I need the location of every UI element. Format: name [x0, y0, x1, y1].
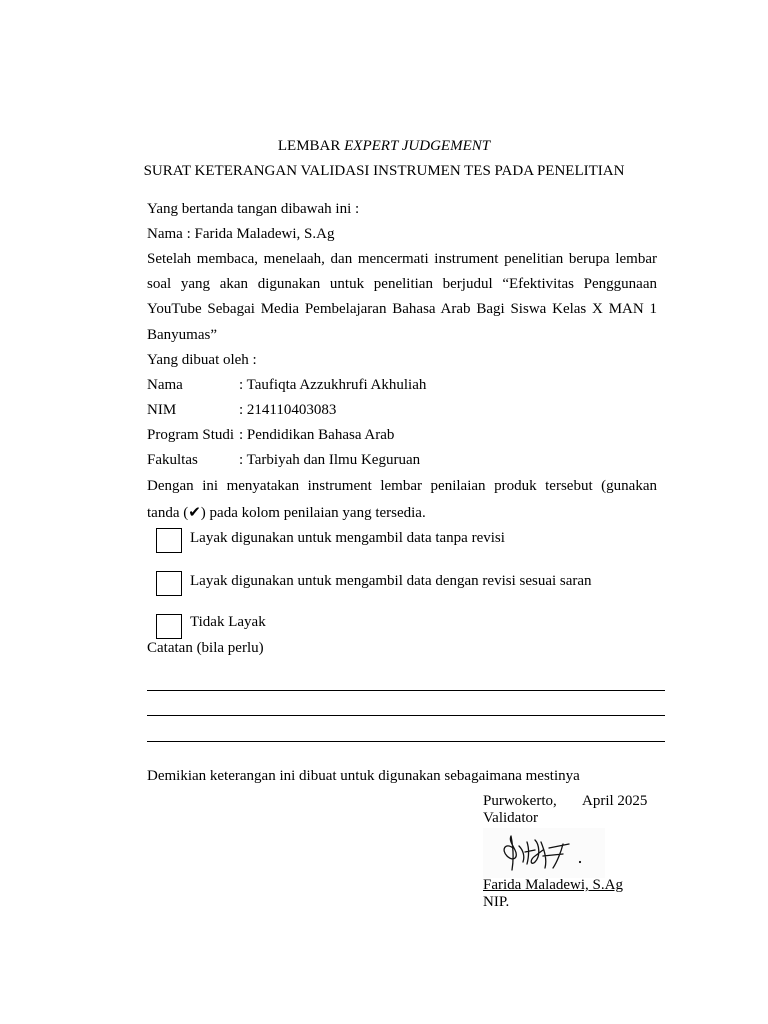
intro-text: Yang bertanda tangan dibawah ini :	[147, 201, 360, 217]
signature-city: Purwokerto,	[483, 793, 557, 809]
student-nim-value: : 214110403083	[239, 402, 337, 418]
option-1-checkbox[interactable]	[156, 528, 182, 553]
signature-icon	[483, 828, 605, 878]
option-1-label: Layak digunakan untuk mengambil data tanpa revisi	[190, 530, 505, 546]
statement-line-1: Dengan ini menyatakan instrument lembar penilaian produk tersebut (gunakan	[147, 478, 657, 494]
statement-line-2: tanda (✔) pada kolom penilaian yang tersedia.	[147, 505, 426, 521]
student-nim-label: NIM	[147, 402, 177, 418]
validator-name-line: Nama : Farida Maladewi, S.Ag	[147, 226, 335, 242]
body-line-4: Banyumas”	[147, 327, 217, 343]
notes-line-2[interactable]	[147, 715, 665, 716]
option-3-checkbox[interactable]	[156, 614, 182, 639]
notes-label: Catatan (bila perlu)	[147, 640, 264, 656]
signature-role: Validator	[483, 810, 538, 826]
signature-date: April 2025	[582, 793, 648, 809]
option-3-label: Tidak Layak	[190, 614, 266, 630]
option-2-checkbox[interactable]	[156, 571, 182, 596]
student-fakultas-value: : Tarbiyah dan Ilmu Keguruan	[239, 452, 421, 468]
student-prodi-value: : Pendidikan Bahasa Arab	[239, 427, 395, 443]
closing-text: Demikian keterangan ini dibuat untuk digunakan sebagaimana mestinya	[147, 768, 580, 784]
document-title	[0, 138, 768, 155]
document-subtitle: SURAT KETERANGAN VALIDASI INSTRUMEN TES PADA PENELITIAN	[143, 163, 625, 179]
body-line-2: soal yang akan digunakan untuk penelitian berjudul “Efektivitas Penggunaan	[147, 276, 657, 292]
student-name-label: Nama	[147, 377, 183, 393]
student-name-value: : Taufiqta Azzukhrufi Akhuliah	[239, 377, 427, 393]
body-line-1: Setelah membaca, menelaah, dan mencermati instrument penelitian berupa lembar	[147, 251, 657, 267]
title-prefix: LEMBAR	[277, 138, 345, 154]
body-line-3: YouTube Sebagai Media Pembelajaran Bahasa Arab Bagi Siswa Kelas X MAN 1	[147, 301, 657, 317]
student-fakultas-label: Fakultas	[147, 452, 198, 468]
made-by-label: Yang dibuat oleh :	[147, 352, 257, 368]
title-italic: EXPERT JUDGEMENT	[344, 138, 491, 154]
signature-nip: NIP.	[483, 894, 510, 910]
student-prodi-label: Program Studi	[147, 427, 235, 443]
notes-line-1[interactable]	[147, 690, 665, 691]
notes-line-3[interactable]	[147, 741, 665, 742]
handwritten-signature	[483, 828, 605, 878]
signature-name: Farida Maladewi, S.Ag	[483, 877, 623, 893]
option-2-label: Layak digunakan untuk mengambil data dengan revisi sesuai saran	[190, 573, 592, 589]
